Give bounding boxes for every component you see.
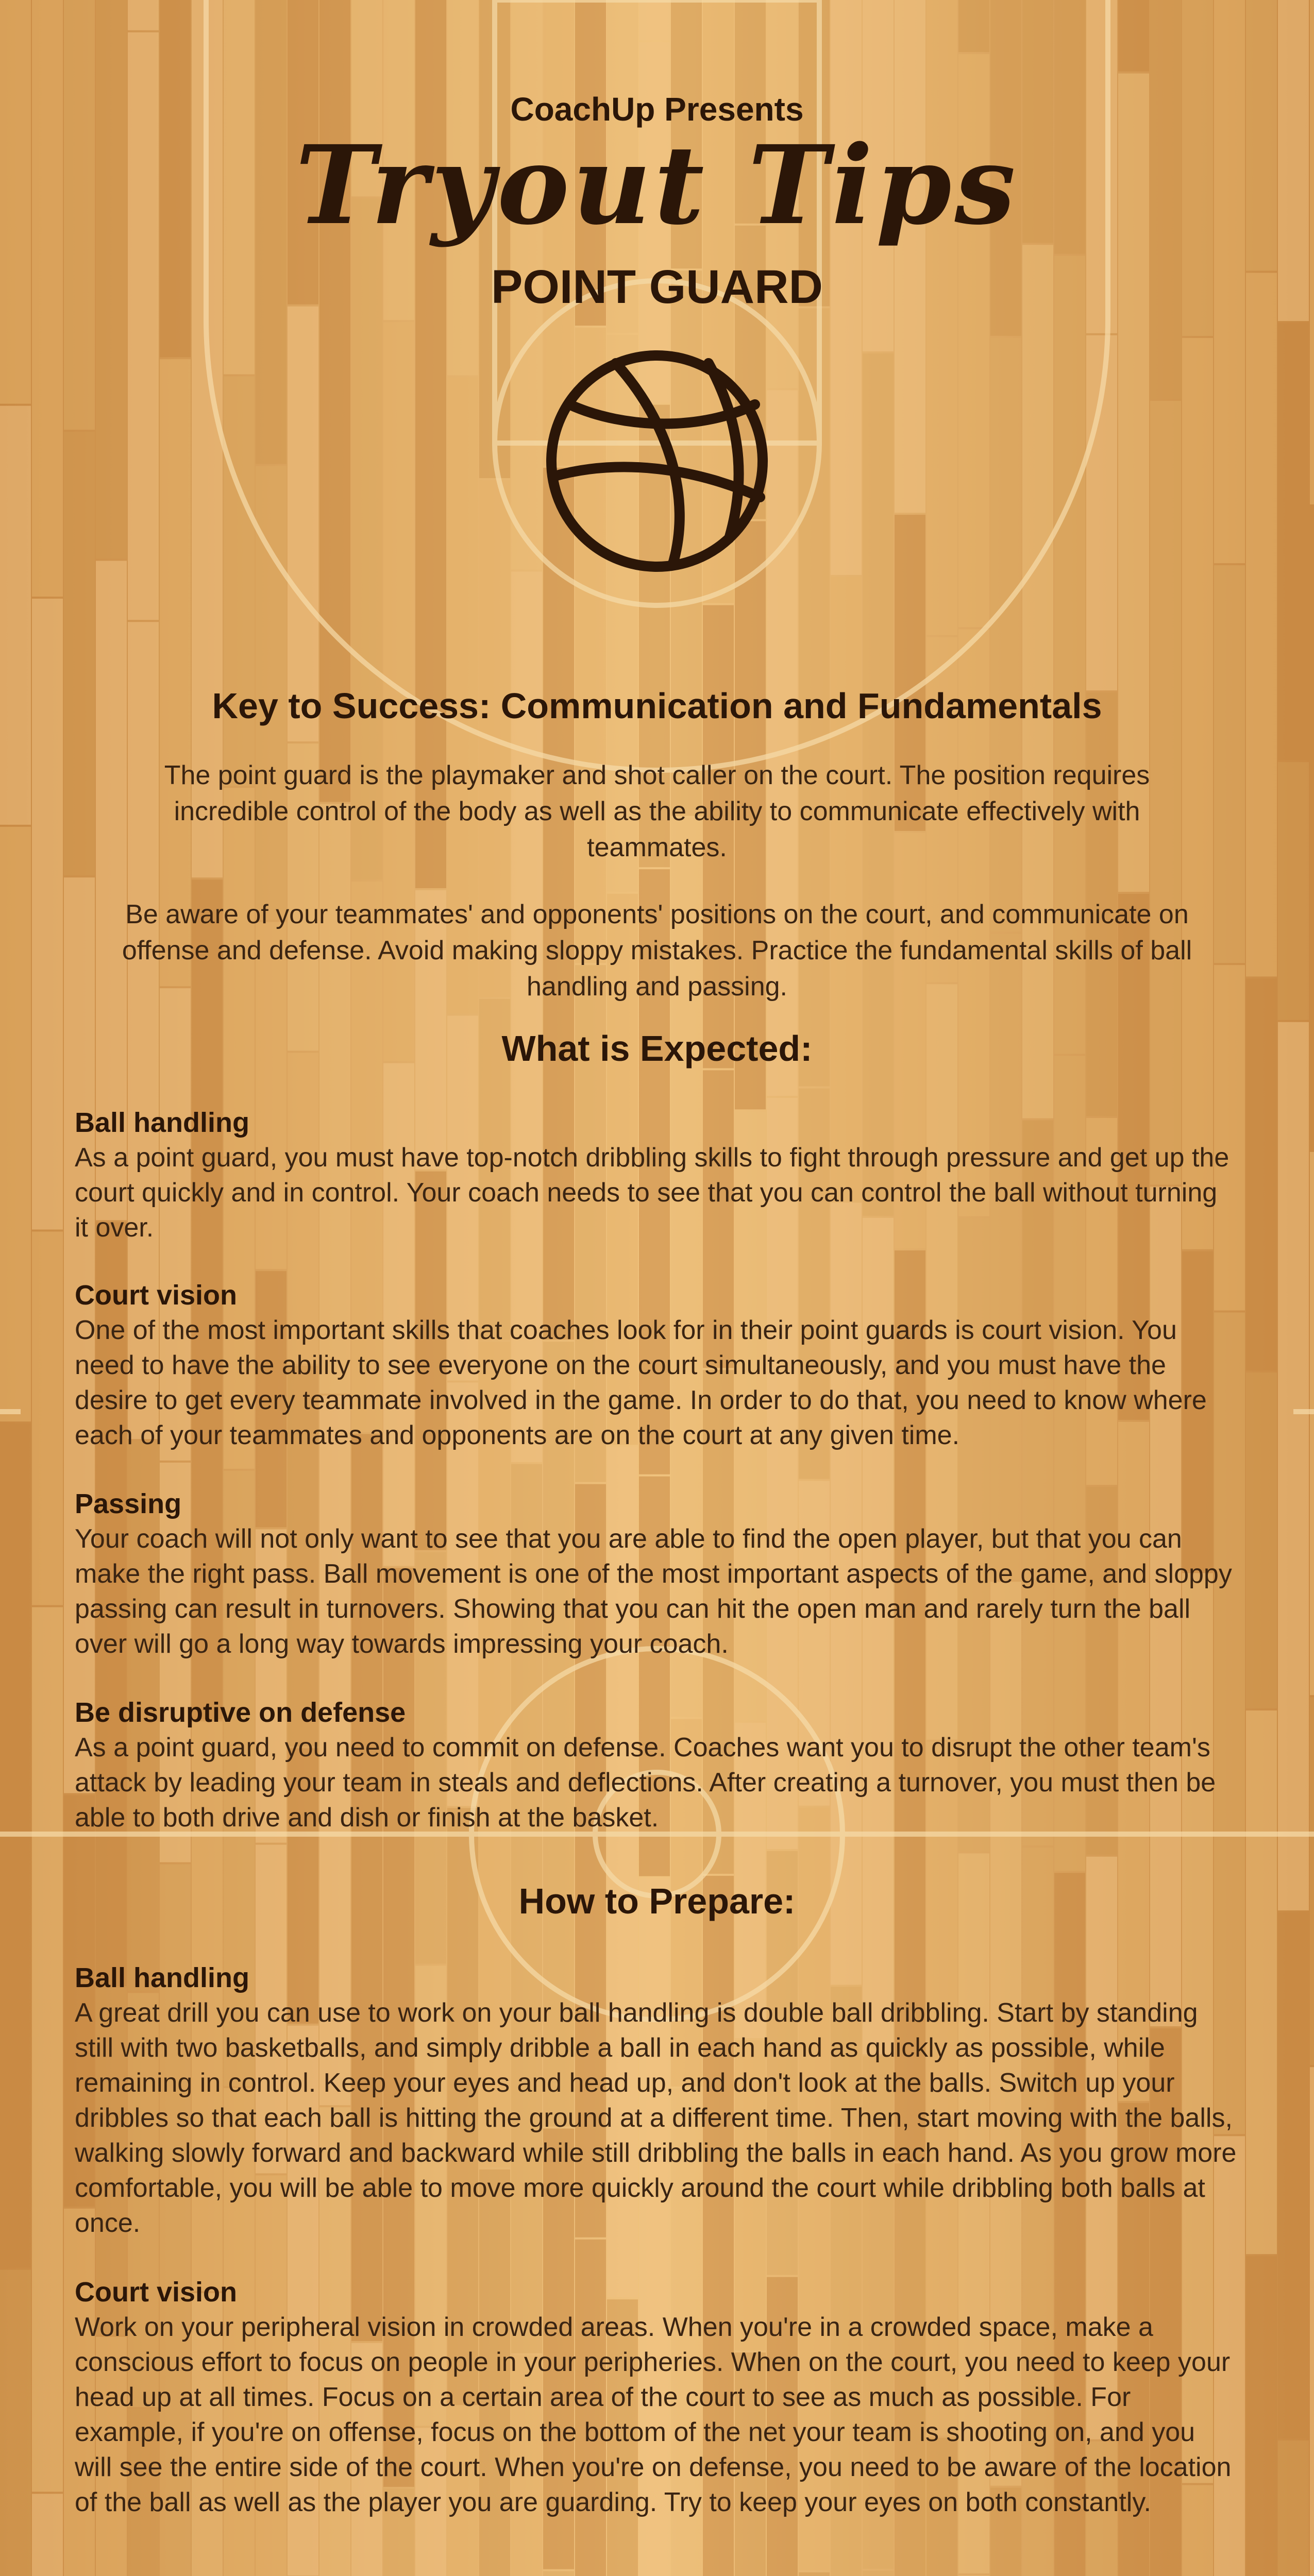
expected-heading: What is Expected: — [501, 1028, 813, 1069]
section-title: Ball handling — [75, 1107, 250, 1138]
section-text: Work on your peripheral vision in crowded areas. When you're in a crowded space, make a conscious effort to focus on people in your peripheries. When on the court, you need to keep your head up at all times. Focus on a certain area of the court to see as much as possible. For example, if you're on offense, focus on the bottom of the net your team is shooting on, and you will see the entire side of the court. When you're on defense, you need to be aware of the location of the ball as well as the player you are guarding. Try to keep your eyes on both constantly. — [75, 2312, 1232, 2517]
section-title: Court vision — [75, 1280, 238, 1311]
presents-label: CoachUp Presents — [510, 91, 804, 128]
page-title: Tryout Tips — [295, 122, 1019, 249]
section-text: As a point guard, you must have top-notch dribbling skills to fight through pressure and get up the court quickly and in control. Your coach needs to see that you can control the ball without turning it over. — [75, 1143, 1229, 1243]
prepare-item-court-vision — [75, 2275, 1237, 2520]
expected-item-defense — [75, 1695, 1237, 1835]
expected-item-ball-handling — [75, 1105, 1237, 1245]
expected-item-court-vision — [75, 1278, 1237, 1453]
intro-paragraph-1: The point guard is the playmaker and shot caller on the court. The position requires incredible control of the body as well as the ability to communicate effectively with teammates. — [164, 760, 1150, 862]
section-text: A great drill you can use to work on your ball handling is double ball dribbling. Start by standing still with two basketballs, and simply dribble a ball in each hand as quickly as possible, while remaining in control. Keep your eyes and head up, and don't look at the balls. Switch up your dribbles so that each ball is hitting the ground at a different time. Then, start moving with the balls, walking slowly forward and backward while still dribbling the balls in each hand. As you grow more comfortable, you will be able to move more quickly around the court while dribbling both balls at once. — [75, 1998, 1237, 2238]
intro-paragraph-2: Be aware of your teammates' and opponents' positions on the court, and communicate on offense and defense. Avoid making sloppy mistakes. Practice the fundamental skills of ball handling and passing. — [122, 900, 1192, 1002]
section-text: Your coach will not only want to see that you are able to find the open player, but that you can make the right pass. Ball movement is one of the most important aspects of the game, and sloppy passing can result in turnovers. Showing that you can hit the open man and rarely turn the ball over will go a long way towards impressing your coach. — [75, 1524, 1232, 1659]
section-title: Ball handling — [75, 1962, 250, 1993]
section-text: As a point guard, you need to commit on defense. Coaches want you to disrupt the other team's attack by leading your team in steals and deflections. After creating a turnover, you must then be able to both drive and dish or finish at the basket. — [75, 1733, 1216, 1833]
prepare-item-ball-handling — [75, 1960, 1237, 2241]
section-text: One of the most important skills that coaches look for in their point guards is court vision. You need to have the ability to see everyone on the court simultaneously, and you must have the desire to get every teammate involved in the game. In order to do that, you need to know where each of your teammates and opponents are on the court at any given time. — [75, 1315, 1207, 1450]
expected-item-passing — [75, 1486, 1237, 1662]
basketball-icon — [538, 343, 776, 580]
page-subtitle: POINT GUARD — [491, 261, 823, 313]
section-title: Be disruptive on defense — [75, 1697, 406, 1728]
section-title: Passing — [75, 1488, 182, 1519]
section-title: Court vision — [75, 2277, 238, 2308]
prepare-heading: How to Prepare: — [518, 1881, 796, 1921]
key-heading: Key to Success: Communication and Fundamentals — [212, 686, 1102, 726]
